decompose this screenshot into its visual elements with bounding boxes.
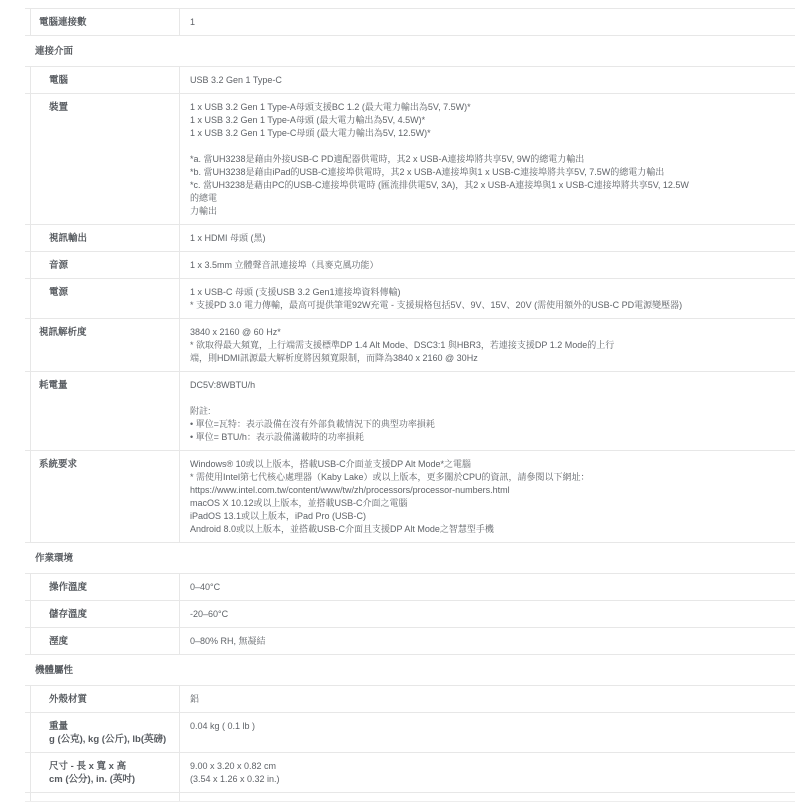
spec-value: [180, 713, 795, 752]
spec-label-line: 系統要求: [39, 459, 78, 470]
spec-label-line: 電腦: [49, 75, 69, 86]
spec-row: [25, 251, 795, 278]
spec-value: [180, 574, 795, 600]
spec-value-line: • 單位=瓦特：表示設備在沒有外部負載情況下的典型功率損耗: [190, 419, 435, 429]
spec-label-line: 裝置: [49, 102, 69, 113]
spec-label: [30, 686, 180, 712]
spec-value: [180, 601, 795, 627]
spec-row: [25, 93, 795, 224]
spec-label: [30, 9, 180, 35]
spec-row: [25, 752, 795, 792]
spec-label: [30, 753, 180, 792]
spec-row: [25, 371, 795, 450]
spec-value: [180, 225, 795, 251]
spec-label-line: 視訊解析度: [39, 327, 87, 338]
spec-table-body: [25, 8, 795, 801]
spec-value-line: [190, 140, 695, 153]
spec-value: [180, 628, 795, 654]
section-title: 連接介面: [35, 46, 74, 57]
spec-value: [180, 319, 795, 371]
spec-value-line: USB 3.2 Gen 1 Type-C: [190, 75, 282, 85]
spec-row: [25, 627, 795, 654]
spec-value: [180, 451, 795, 542]
spec-label: [30, 319, 180, 371]
spec-value-line: [190, 392, 695, 405]
spec-value-line: 1 x USB 3.2 Gen 1 Type-C母頭 (最大電力輸出為5V, 12.5W)*: [190, 128, 431, 138]
spec-label: [30, 279, 180, 318]
spec-row: [25, 712, 795, 752]
spec-value-line: 1 x USB-C 母頭 (支援USB 3.2 Gen1連接埠資料傳輸): [190, 287, 401, 297]
spec-value-line: iPadOS 13.1或以上版本，iPad Pro (USB-C): [190, 511, 367, 521]
spec-value-line: 0–40°C: [190, 582, 221, 592]
section-header-row: [25, 654, 795, 685]
spec-value-line: * 支援PD 3.0 電力傳輸，最高可提供筆電92W充電 - 支援規格包括5V、9V、15V、20V (需使用額外的USB-C PD電源變壓器): [190, 300, 683, 310]
spec-row: [25, 318, 795, 371]
spec-label-line: 電腦連接數: [39, 17, 87, 28]
spec-label: [30, 94, 180, 224]
specification-table: [25, 8, 795, 802]
spec-row: [25, 450, 795, 542]
spec-label: [30, 628, 180, 654]
spec-label-line: 操作溫度: [49, 582, 88, 593]
spec-row: [25, 685, 795, 712]
spec-row: [25, 573, 795, 600]
spec-value: [180, 279, 795, 318]
spec-label: [30, 252, 180, 278]
spec-value-line: macOS X 10.12或以上版本，並搭載USB-C介面之電腦: [190, 498, 408, 508]
spec-label: [30, 225, 180, 251]
spec-value-line: * 欲取得最大頻寬，上行端需支援標準DP 1.4 Alt Mode、DSC3:1 與HBR3，若連接支援DP 1.2 Mode的上行: [190, 340, 615, 350]
spec-label-line: 溼度: [49, 636, 69, 647]
spec-value-line: 1 x HDMI 母頭 (黑): [190, 233, 266, 243]
spec-label-line: 電源: [49, 287, 69, 298]
spec-value-line: 1 x 3.5mm 立體聲音訊連接埠（具麥克風功能）: [190, 260, 379, 270]
spec-label-line: 視訊輸出: [49, 233, 88, 244]
spec-label-line: cm (公分), in. (英吋): [49, 774, 136, 785]
spec-row: [25, 8, 795, 35]
spec-value-line: * 需使用Intel第七代核心處理器（Kaby Lake）或以上版本，更多關於CPU的資訊，請參閱以下網址：: [190, 472, 590, 482]
spec-label: [30, 601, 180, 627]
spec-value: [180, 67, 795, 93]
spec-value-line: 1: [190, 17, 196, 27]
spec-value-line: 附註:: [190, 406, 211, 416]
section-title: 機體屬性: [35, 665, 74, 676]
spec-value-line: 力輸出: [190, 206, 218, 216]
spec-value-line: -20–60°C: [190, 609, 229, 619]
spec-value-line: 1 x USB 3.2 Gen 1 Type-A母頭 (最大電力輸出為5V, 4.5W)*: [190, 115, 426, 125]
spec-label: [30, 372, 180, 450]
spec-value-line: *a. 當UH3238是藉由外接USB-C PD適配器供電時，其2 x USB-A連接埠將共享5V, 9W的總電力輸出: [190, 154, 585, 164]
spec-label: [30, 574, 180, 600]
spec-label-line: 外殼材質: [49, 694, 88, 705]
spec-row: [25, 600, 795, 627]
section-header-row: [25, 35, 795, 66]
section-header-row: [25, 542, 795, 573]
spec-label: [30, 67, 180, 93]
spec-value-line: 0.04 kg ( 0.1 lb ): [190, 721, 256, 731]
spec-value-line: https://www.intel.com.tw/content/www/tw/zh/processors/processor-numbers.html: [190, 485, 510, 495]
spec-value-line: Windows® 10或以上版本，搭載USB-C介面並支援DP Alt Mode*之電腦: [190, 459, 472, 469]
spec-label-line: g (公克), kg (公斤), lb(英磅): [49, 734, 167, 745]
spec-value: [180, 686, 795, 712]
spec-value-line: • 單位= BTU/h：表示設備滿載時的功率損耗: [190, 432, 364, 442]
spec-value: [180, 753, 795, 792]
section-title: 作業環境: [35, 553, 74, 564]
spec-value: [180, 9, 795, 35]
spec-row: [25, 66, 795, 93]
table-bottom-divider: [25, 801, 795, 802]
spec-value: [180, 252, 795, 278]
spec-value: [180, 94, 795, 224]
spec-label: [30, 451, 180, 542]
spec-value-line: (3.54 x 1.26 x 0.32 in.): [190, 774, 280, 784]
spec-value-line: *c. 當UH3238是藉由PC的USB-C連接埠供電時 (匯流排供電5V, 3A)，其2 x USB-A連接埠與1 x USB-C連接埠將共享5V, 12.5W的總電: [190, 180, 689, 203]
spec-row: [25, 224, 795, 251]
spec-value: [180, 372, 795, 450]
spec-label-line: 尺寸 - 長 x 寬 x 高: [49, 761, 127, 772]
spec-label-line: 儲存溫度: [49, 609, 88, 620]
spec-value-line: 鋁: [190, 694, 200, 704]
spec-row: [25, 278, 795, 318]
spec-label-line: 耗電量: [39, 380, 68, 391]
spec-value-line: Android 8.0或以上版本，並搭載USB-C介面且支援DP Alt Mode之智慧型手機: [190, 524, 494, 534]
spec-label-line: 音源: [49, 260, 69, 271]
spec-label-line: 重量: [49, 721, 69, 732]
spec-value-line: 9.00 x 3.20 x 0.82 cm: [190, 761, 277, 771]
spec-value-line: *b. 當UH3238是藉由iPad的USB-C連接埠供電時，其2 x USB-A連接埠與1 x USB-C連接埠將共享5V, 7.5W的總電力輸出: [190, 167, 665, 177]
spec-value-line: 3840 x 2160 @ 60 Hz*: [190, 327, 281, 337]
spec-value-line: 0–80% RH, 無凝結: [190, 636, 266, 646]
spec-label: [30, 713, 180, 752]
spec-value-line: 1 x USB 3.2 Gen 1 Type-A母頭支援BC 1.2 (最大電力輸出為5V, 7.5W)*: [190, 102, 471, 112]
spec-value-line: 端，則HDMI訊源最大解析度將因頻寬限制，而降為3840 x 2160 @ 30Hz: [190, 353, 478, 363]
spec-value-line: DC5V:8WBTU/h: [190, 380, 256, 390]
